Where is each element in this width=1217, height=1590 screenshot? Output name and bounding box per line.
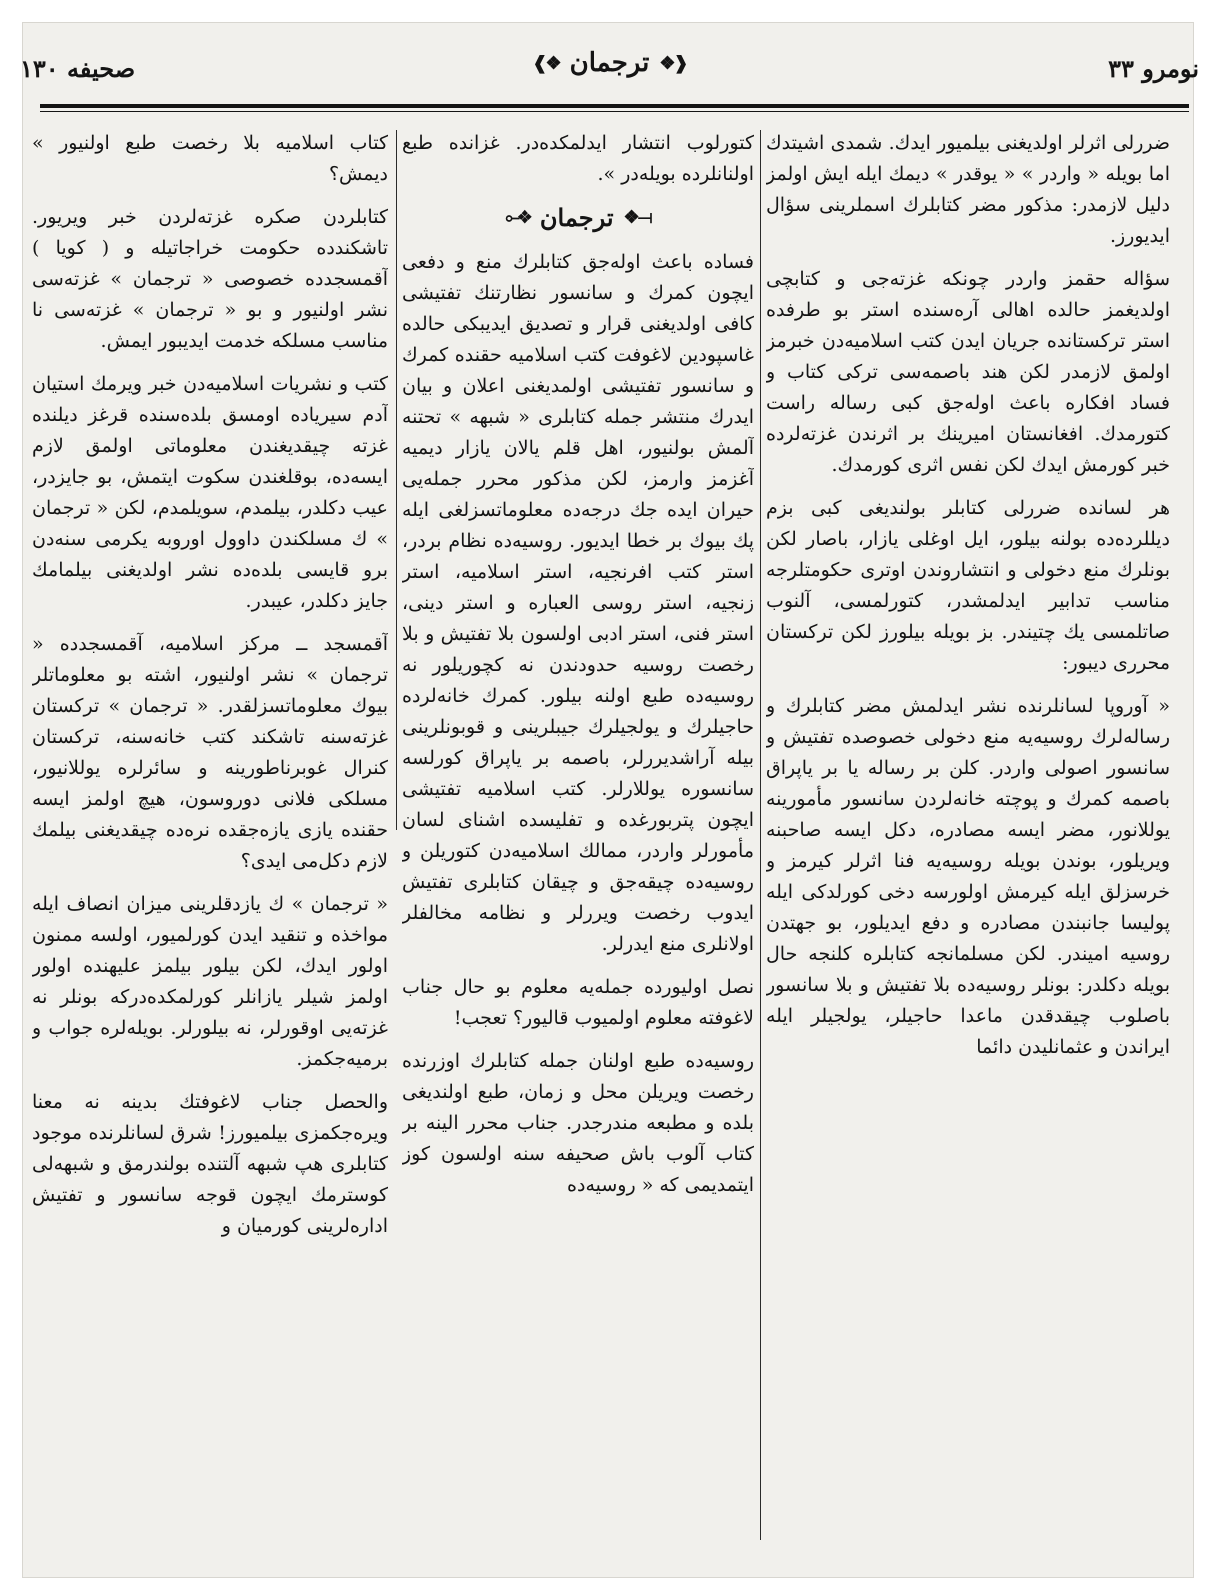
left-ornament-icon: ❰❖ xyxy=(532,52,560,74)
section-heading-text: ترجمان xyxy=(539,203,614,232)
heading-left-ornament-icon: ⟜❖ xyxy=(505,207,530,228)
issue-number: نومرو ٣٣ xyxy=(1108,54,1199,83)
masthead xyxy=(532,48,686,78)
page-header xyxy=(20,48,1199,88)
paragraph: کتابلردن صکره غزته‌لردن خبر ویریور. تاشکندده حکومت خراجاتیله و ( کویا ) آقمسجدده خصوصی « ترجمان » غزته‌سی نشر اولنیور و بو « ترجمان » غزته‌سی نا مناسب مسلکه خدمت ایدیبور ایمش. xyxy=(32,206,388,352)
paragraph: کتب و نشریات اسلامیه‌دن خبر ویرمك استیان آدم سیریاده اومسق بلده‌سنده قرغز دیلنده غزته چیقدیغندن معلوماتی اولمق لازم ایسه‌ده، بوقلغندن سکوت ایتمش، بو جایزدر، عیب دکلدر، بیلمدم، سویلمدم، لکن « ترجمان » ك مسلکندن داوول اوروبه یکرمی سنه‌دن برو قایسی بلده‌ده نشر اولدیغنی بیلمامك جایز دکلدر، عیبدر. xyxy=(32,373,388,612)
paragraph: کتاب اسلامیه بلا رخصت طبع اولنیور » دیمش؟ xyxy=(32,132,388,185)
column-left xyxy=(32,128,388,1543)
paragraph: روسیه‌ده طبع اولنان جمله کتابلرك اوزرنده رخصت ویریلن محل و زمان، طبع اولندیغی بلده و مطبعه مندرجدر. جناب محرر الینه بر کتاب آلوب باش صحیفه سنه اولسون کوز ایتمدیمی که « روسیه‌ده xyxy=(402,1050,754,1196)
newspaper-title: ترجمان xyxy=(569,48,650,78)
right-ornament-icon: ❖❱ xyxy=(659,52,687,74)
column-middle xyxy=(402,128,754,1543)
column-divider xyxy=(396,130,397,830)
heading-right-ornament-icon: ❖⟞ xyxy=(623,207,651,228)
paragraph: سؤاله حقمز واردر چونکه غزته‌جی و کتابچی اولدیغمز حالده اهالی آره‌سنده استر بو طرفده استر ترکستانده جریان ایدن کتب اسلامیه‌دن خبرمز اولمق لازمدر لکن هند باصمه‌سی ترکی کتاب و فساد افکاره باعث اوله‌جق کبی رساله راست کتورمدك. افغانستان امیرینك بر اثرندن غزته‌لرده خبر کورمش ایدك لکن نفس اثری کورمدك. xyxy=(766,268,1170,476)
column-right xyxy=(766,128,1170,1543)
paragraph: نصل اولیورده جمله‌یه معلوم بو حال جناب لاغوفته معلوم اولمیوب قالیور؟ تعجب! xyxy=(402,976,754,1029)
page-number: صحیفه ١٣٠ xyxy=(20,54,136,83)
paragraph: فساده باعث اوله‌جق کتابلرك منع و دفعی ایچون کمرك و سانسور نظارتنك تفتیشی کافی اولدیغنی قرار و تصدیق ایدیبکی حالده غاسپودین لاغوفت کتب اسلامیه حقنده کمرك و سانسور تفتیشی اولمدیغنی اعلان و بیان ایدرك منتشر جمله کتابلری « شبهه » تحتنه آلمش بولنیور، اهل قلم یالان یازار دیمیه آغزمز وارمز، لکن مذکور محرر جمله‌یی حیران ایده جك درجه‌ده معلوماتسزلغی ایله پك بیوك بر خطا ایدیور. روسیه‌ده نظام بردر، استر کتب افرنجیه، استر اسلامیه، استر زنجیه، استر روسی العباره و استر دینی، استر فنی، استر ادبی اولسون بلا تفتیش و بلا رخصت روسیه حدودندن نه کچوریلور نه روسیه‌ده طبع اولنه بیلور. کمرك خانه‌لرده حاجیلرك و یولجیلرك جیبلرینی و قوبونلرینی بیله آراشدیررلر، باصمه بر یاپراق کورلسه سانسوره یوللارلر. کتب اسلامیه تفتیشی ایچون پتربورغده و تفلیسده اشنای لسان مأمورلر واردر، ممالك اسلامیه‌دن کتوریلن و روسیه‌ده چیقه‌جق و چیقان کتابلری تفتیش ایدوب رخصت ویررلر و نظامه مخالفلر اولانلری منع ایدرلر. xyxy=(402,251,754,955)
section-heading xyxy=(402,202,754,233)
paragraph: هر لسانده ضررلی کتابلر بولندیغی کبی بزم دیللرده‌ده بولنه بیلور، ایل اوغلی یازار، باصار لکن بونلرك منع دخولی و انتشاروندن اوتری حکومتلرجه مناسب تدابیر ایدلمشدر، کتورلمسی، آلنوب صاتلمسی یك چتیندر. بز بویله بیلورز لکن ترکستان محرری دیبور: xyxy=(766,497,1170,674)
paragraph: کتورلوب انتشار ایدلمکده‌در. غزانده طبع اولنانلرده بویله‌در ». xyxy=(402,132,754,185)
paragraph: والحصل جناب لاغوفتك بدینه نه معنا ویره‌جکمزی بیلمیورز! شرق لسانلرنده موجود کتابلری هپ شبهه آلتنده بولندرمق و شبهه‌لی کوسترمك ایچون قوجه سانسور و تفتیش ادارەلرینی کورمیان و xyxy=(32,1091,388,1237)
column-divider xyxy=(760,130,761,1540)
paragraph: « آوروپا لسانلرنده نشر ایدلمش مضر کتابلرك و رساله‌لرك روسیه‌یه منع دخولی خصوصده تفتیش و سانسور اصولی واردر. کلن بر رساله یا بر یاپراق باصمه کمرك و پوچته خانه‌لردن سانسور مأمورینه یوللانور، مضر ایسه مصادره، دکل ایسه صاحبنه ویریلور، بوندن بویله روسیه‌یه فنا اثرلر کیرمز و خرسزلق ایله کیرمش اولورسه دخی کورلدکی ایله پولیسا جانبندن مصادره و دفع ایدیلور، بو جهتدن روسیه امیندر. لکن مسلمانجه کتابلره کلنجه حال بویله دکلدر: بونلر روسیه‌ده بلا تفتیش و بلا سانسور باصلوب چیقدقدن ماعدا حاجیلر، یولجیلر ایله ایراندن و عثمانلیدن دائما xyxy=(766,695,1170,1058)
header-rule-thick xyxy=(40,104,1189,108)
paragraph: ضررلی اثرلر اولدیغنی بیلمیور ایدك. شمدی اشیتدك اما بویله « واردر » « یوقدر » دیمك ایله ایش اولمز دلیل لازمدر: مذکور مضر کتابلرك اسملرینی سؤال ایدیورز. xyxy=(766,132,1170,247)
header-rule-thin xyxy=(40,111,1189,112)
paragraph: « ترجمان » ك یازدقلرینی میزان انصاف ایله مواخذه و تنقید ایدن کورلمیور، اولسه ممنون اولور ایدك، لکن بیلور بیلمز علیهنده اولور اولمز شیلر یازانلر کورلمکده‌درکه بونلر نه غزته‌یی اوقورلر، نه بیلورلر. بویله‌لره جواب و برمیه‌جکمز. xyxy=(32,893,388,1070)
paragraph: آقمسجد ــ مرکز اسلامیه، آقمسجدده « ترجمان » نشر اولنیور، اشته بو معلوماتلر بیوك معلوماتسزلقدر. « ترجمان » ترکستان غزته‌سنه تاشکند کتب خانه‌سنه، ترکستان کنرال غوبرناطورینه و سائرلره یوللانیور، مسلکی فلانی دوروسون، هیچ اولمز ایسه حقنده یازی یازه‌جقده نره‌ده چیقدیغنی بیلمك لازم دکل‌می ایدی؟ xyxy=(32,633,388,872)
